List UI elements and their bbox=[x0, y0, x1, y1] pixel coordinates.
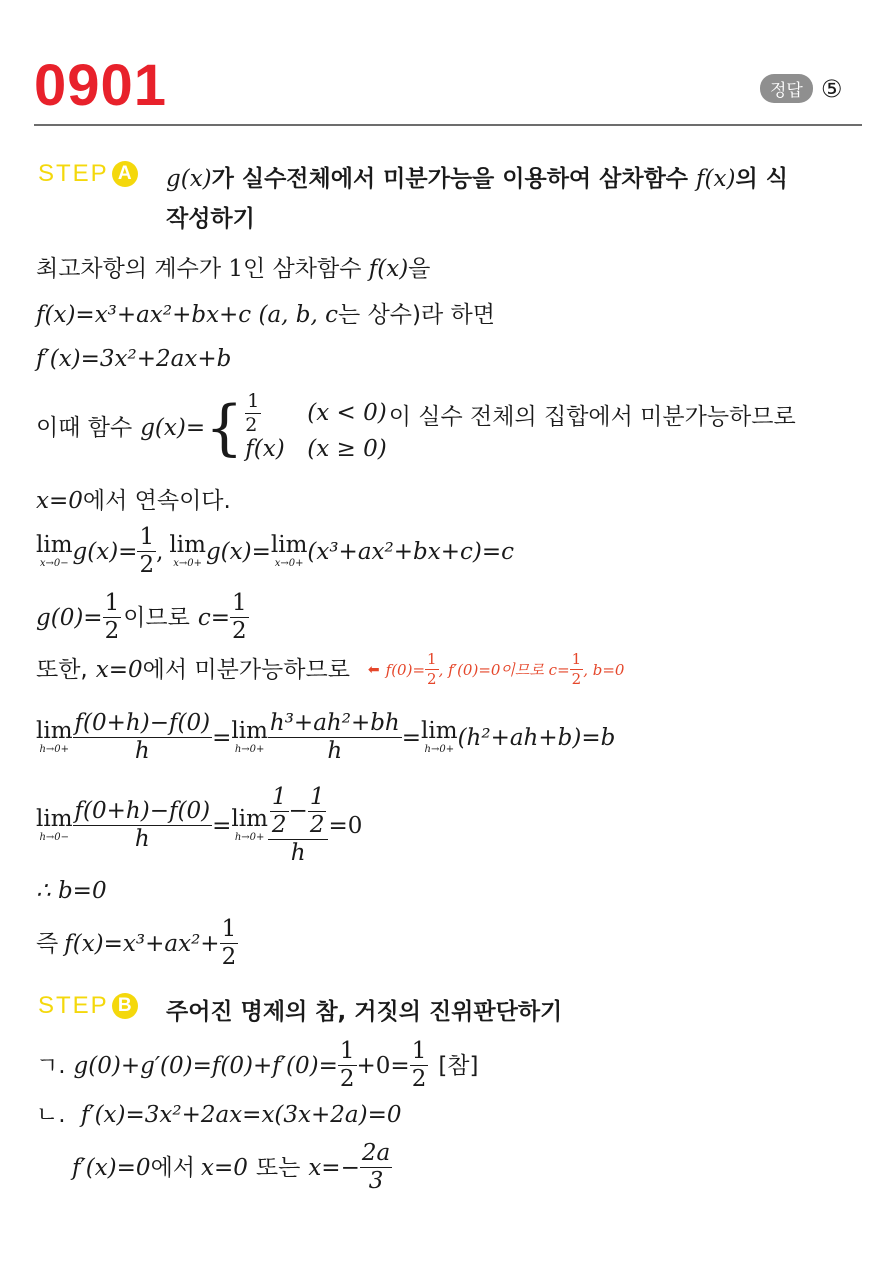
step-a-title-part2: 의 식 bbox=[735, 166, 788, 192]
answer-label: 정답 bbox=[760, 74, 813, 103]
step-a-label: STEP bbox=[38, 160, 109, 187]
result-function-line: 즉 f(x)=x³+ax²+ $\frac{1}{2}$ bbox=[36, 916, 237, 970]
step-b-label: STEP bbox=[38, 992, 109, 1019]
statement-n: ㄴ. f′(x)=3x²+2ax=x(3x+2a)=0 bbox=[36, 1102, 402, 1128]
statement-n-cont: f′(x)=0 에서 x=0 또는 x=− $\frac{2a}{3}$ bbox=[72, 1140, 391, 1194]
step-a-title bbox=[166, 160, 788, 193]
answer-value: ⑤ bbox=[820, 74, 843, 103]
step-a-title-line2: 작성하기 bbox=[166, 206, 255, 232]
step-a-title-gx: g(x) bbox=[166, 166, 212, 192]
therefore-line: ∴ b=0 bbox=[36, 878, 107, 904]
step-a-badge: A bbox=[112, 161, 138, 187]
side-note: ⬅ f(0)= $\frac{1}{2}$ , f′(0)=0이므로 c= $\frac{1}{2}$ , b=0 bbox=[367, 650, 625, 688]
step-b-badge: B bbox=[112, 993, 138, 1019]
derivative-right-limit: lim h→0+ $\frac{f(0+h)-f(0)}{h}$ = lim h→0+ $\frac{\text{h³+ah²+bh}}{h}$ = lim h→0+ (h²+ah+b)=b bbox=[36, 710, 616, 764]
derivative-left-limit: lim h→0− $\frac{f(0+h)-f(0)}{h}$ = lim h→0+ $\frac{1}{2}$ − $\frac{1}{2}$ h =0 bbox=[36, 784, 363, 866]
step-b-title: 주어진 명제의 참, 거짓의 진위판단하기 bbox=[166, 999, 563, 1025]
left-arrow-icon: ⬅ bbox=[367, 661, 380, 678]
step-a-title-fx: f(x) bbox=[696, 166, 736, 192]
header-divider bbox=[34, 124, 862, 126]
problem-number: 0901 bbox=[34, 53, 168, 118]
step-a-title-part1: 가 실수전체에서 미분가능을 이용하여 삼차함수 bbox=[211, 166, 689, 192]
left-brace: { bbox=[205, 393, 244, 463]
piecewise-line: 이때 함수 g(x)= { $\frac{1}{2}$ (x < 0) f(x) (x ≥ 0) 이 실수 전체의 집합에서 미분가능하므로 bbox=[36, 389, 796, 463]
step-b-heading bbox=[38, 992, 138, 1020]
body-line-1: 최고차항의 계수가 1인 삼차함수 f(x)을 bbox=[36, 256, 431, 282]
body-line-2: f(x)=x³+ax²+bx+c (a, b, c는 상수)라 하면 bbox=[36, 302, 495, 328]
answer-indicator bbox=[760, 74, 842, 103]
limit-line-1: lim x→0− g(x)= $\frac{1}{2}$ , lim x→0+ g(x)= lim x→0+ (x³+ax²+bx+c)=c bbox=[36, 524, 514, 578]
body-line-8: 또한, x=0 에서 미분가능하므로 ⬅ f(0)= $\frac{1}{2}$ , f′(0)=0이므로 c= $\frac{1}{2}$ , b=0 bbox=[36, 650, 625, 688]
body-line-5: x=0에서 연속이다. bbox=[36, 488, 231, 514]
body-line-7: g(0)= $\frac{1}{2}$ 이므로 c= $\frac{1}{2}$ bbox=[36, 590, 247, 644]
statement-g: ㄱ. g(0)+g′(0)=f(0)+f′(0)= $\frac{1}{2}$ +0= $\frac{1}{2}$ [참] bbox=[36, 1038, 479, 1092]
body-line-3: f′(x)=3x²+2ax+b bbox=[36, 346, 232, 372]
step-a-heading bbox=[38, 160, 138, 188]
